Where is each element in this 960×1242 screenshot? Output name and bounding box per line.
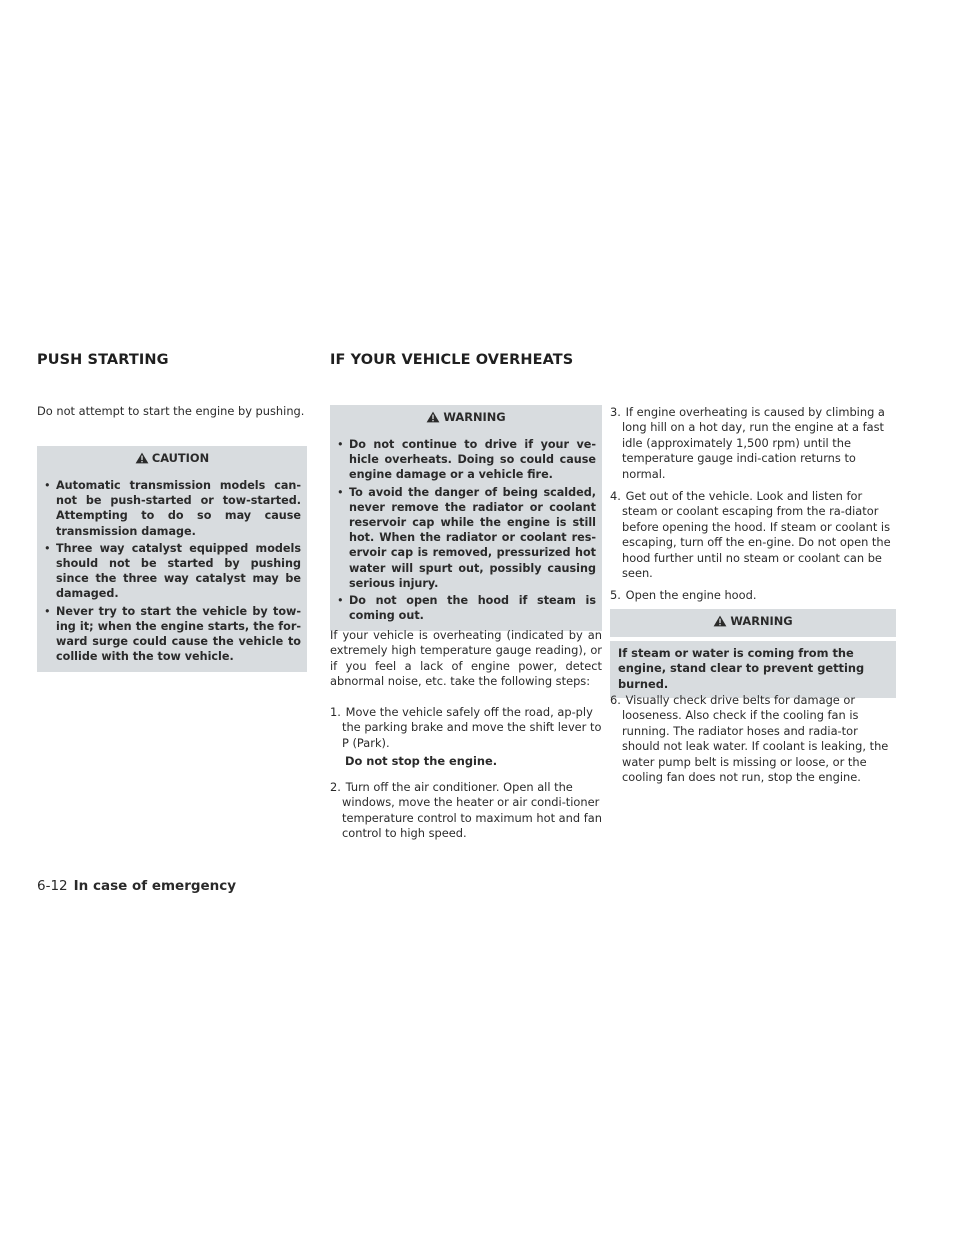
warning-box-1: [330, 405, 602, 631]
step-number: 1.: [330, 705, 341, 719]
step-item: [610, 588, 896, 603]
step-number: 3.: [610, 405, 621, 419]
steps-list-b: [330, 780, 602, 849]
caution-item: • Never try to start the vehicle by tow-ing it; when the engine starts, the for-ward surge could cause the vehicle to collide with the tow vehicle.: [43, 604, 301, 665]
warning-title-label: WARNING: [730, 614, 793, 628]
warning-list: [336, 437, 596, 623]
step1-note: Do not stop the engine.: [345, 754, 498, 768]
step-number: 4.: [610, 489, 621, 504]
warning-title-label: WARNING: [443, 410, 506, 424]
step-text: Turn off the air conditioner. Open all the windows, move the heater or air condi-tioner temperature control to maximum hot and fan control to high speed.: [342, 780, 602, 841]
page-number: 6-12: [37, 878, 68, 894]
steps-list-d: [610, 693, 896, 792]
caution-item: • Three way catalyst equipped models should not be started by pushing since the three way catalyst may be damaged.: [43, 541, 301, 602]
steps-list-c: [610, 405, 896, 611]
step-number: 5.: [610, 588, 621, 603]
caution-box: [37, 446, 307, 672]
step-text: Move the vehicle safely off the road, ap-ply the parking brake and move the shift lever to P (Park).: [342, 705, 602, 750]
warning-triangle-icon: [713, 615, 727, 627]
caution-title: [37, 446, 307, 470]
step-item: [610, 489, 896, 581]
step-text: Get out of the vehicle. Look and listen for steam or coolant escaping from the ra-diator before opening the hood. If steam or coolant is escaping, turn off the en-gine. Do not open the hood further until no steam or coolant can be seen.: [622, 489, 891, 581]
caution-list: [43, 478, 301, 664]
warning-item: • Do not open the hood if steam is coming out.: [336, 593, 596, 623]
step-number: 6.: [610, 693, 621, 707]
section-name: In case of emergency: [73, 878, 237, 894]
step-item: [330, 705, 602, 751]
step-item: [330, 780, 602, 842]
step-text: Visually check drive belts for damage or looseness. Also check if the cooling fan is running. The radiator hoses and radia-tor should not leak water. If coolant is leaking, the water pump belt is missing or loose, or the cooling fan does not run, stop the engine.: [622, 693, 889, 785]
step-item: [610, 405, 896, 482]
step-item: [610, 693, 896, 785]
section-heading-overheats: IF YOUR VEHICLE OVERHEATS: [330, 352, 574, 368]
warning-item: • To avoid the danger of being scalded, never remove the radiator or coolant reservoir cap while the engine is still hot. When the radiator or coolant res-ervoir cap is removed, pressurized hot water will spurt out, possibly causing serious injury.: [336, 485, 596, 591]
steps-list-a: [330, 705, 602, 758]
warning-title: [610, 609, 896, 633]
step-text: If engine overheating is caused by climbing a long hill on a hot day, run the engine at a fast idle (approximately 1,500 rpm) until the temperature gauge indi-cation returns to normal.: [622, 405, 885, 481]
warning-box-2: [610, 609, 896, 698]
caution-item: • Automatic transmission models can-not be push-started or tow-started. Attempting to do so may cause transmission damage.: [43, 478, 301, 539]
step-number: 2.: [330, 780, 341, 794]
warning-triangle-icon: [426, 411, 440, 423]
warning-triangle-icon: [135, 452, 149, 464]
page-footer: [37, 878, 236, 894]
overheat-intro-text: If your vehicle is overheating (indicated by an extremely high temperature gauge reading), or if you feel a lack of engine power, detect abnormal noise, etc. take the following steps:: [330, 628, 602, 689]
section-heading-push-starting: PUSH STARTING: [37, 352, 169, 368]
push-intro-text: Do not attempt to start the engine by pushing.: [37, 404, 305, 418]
warning-title: [330, 405, 602, 429]
warning-text: If steam or water is coming from the engine, stand clear to prevent getting burned.: [610, 637, 896, 698]
step-text: Open the engine hood.: [625, 588, 757, 603]
warning-item: • Do not continue to drive if your ve-hicle overheats. Doing so could cause engine damage or a vehicle fire.: [336, 437, 596, 483]
caution-title-label: CAUTION: [151, 451, 210, 465]
